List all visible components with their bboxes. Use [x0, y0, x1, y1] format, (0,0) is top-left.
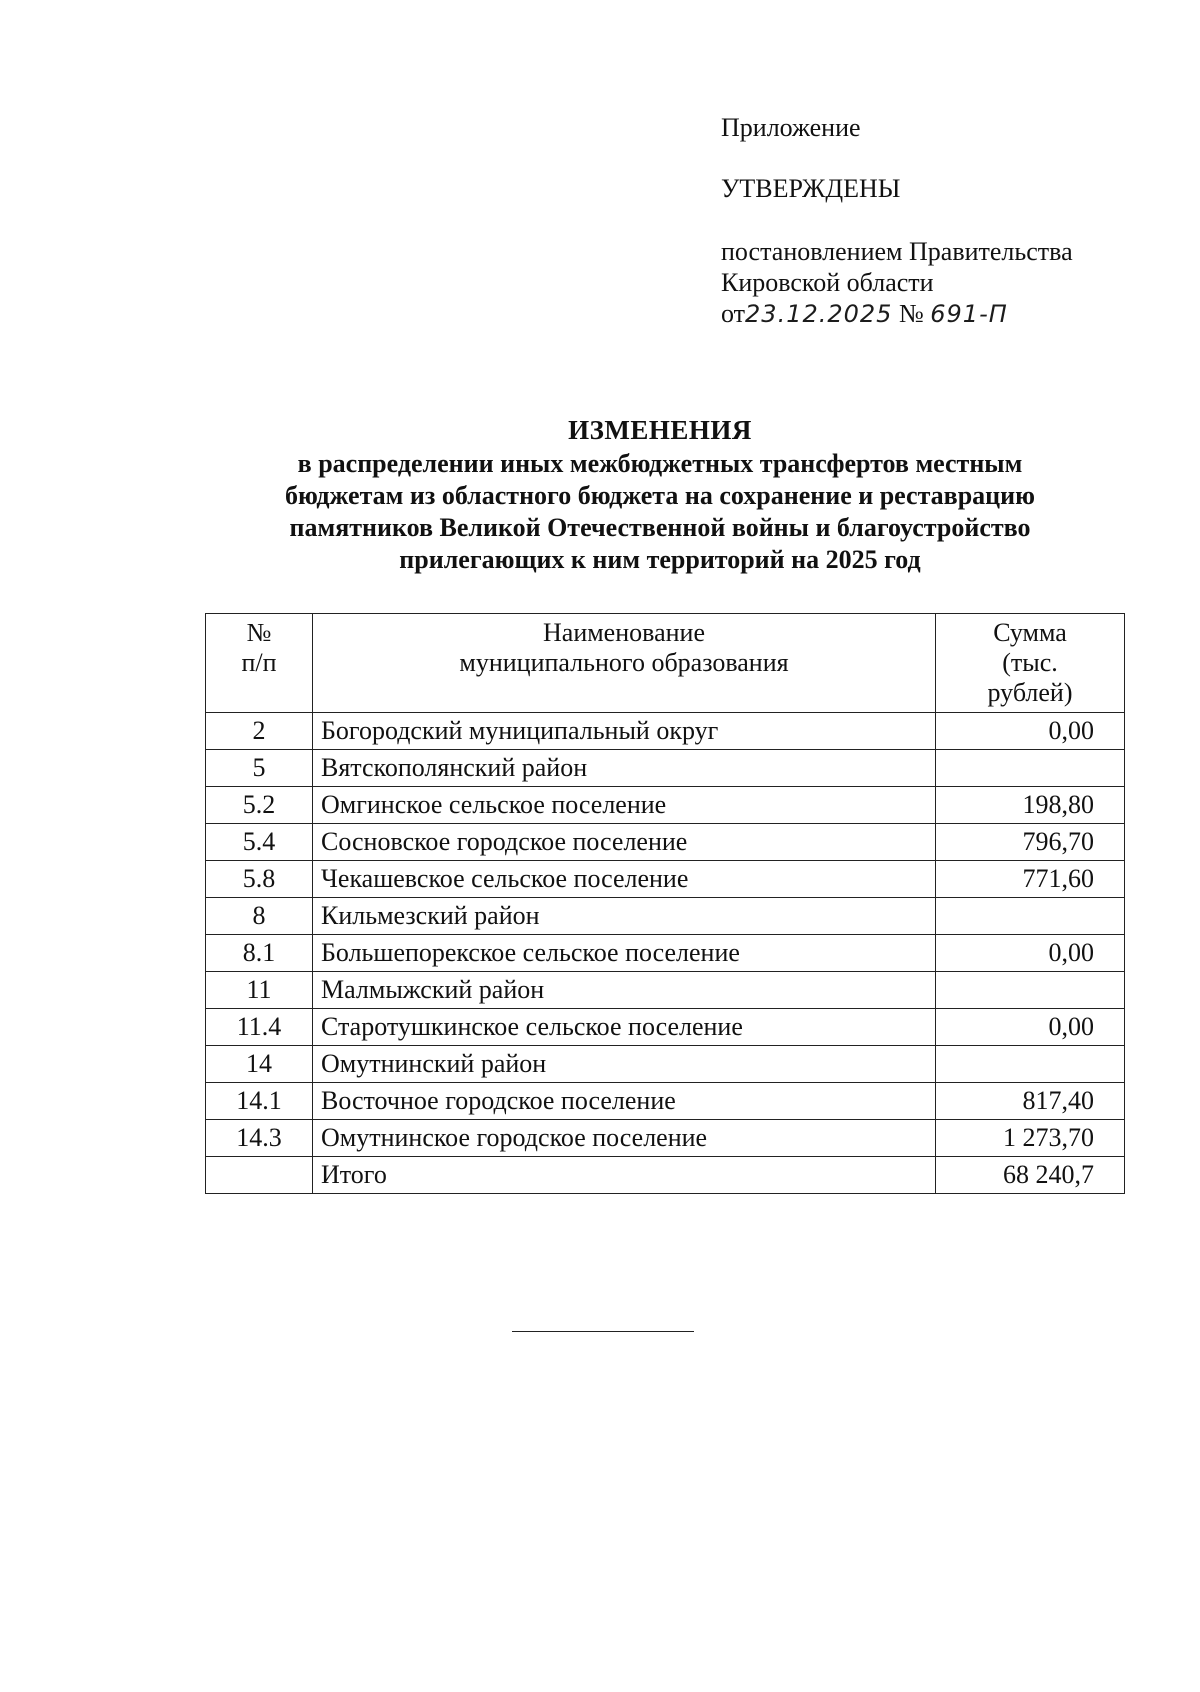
date-prefix: от	[721, 299, 746, 328]
approved-label: УТВЕРЖДЕНЫ	[721, 174, 901, 203]
table-row	[206, 1009, 1125, 1046]
row-name: Большепорекское сельское поселение	[313, 935, 936, 972]
table-row	[206, 1083, 1125, 1120]
row-number: 5.4	[206, 824, 313, 861]
table-header-row	[206, 614, 1125, 713]
row-number: 5	[206, 750, 313, 787]
table-row	[206, 861, 1125, 898]
total-label: Итого	[313, 1157, 936, 1194]
row-name: Омгинское сельское поселение	[313, 787, 936, 824]
row-name: Малмыжский район	[313, 972, 936, 1009]
table-row	[206, 750, 1125, 787]
total-sum: 68 240,7	[936, 1157, 1125, 1194]
table-row	[206, 898, 1125, 935]
total-row	[206, 1157, 1125, 1194]
header-number: № п/п	[206, 614, 313, 713]
row-number: 14	[206, 1046, 313, 1083]
row-sum: 817,40	[936, 1083, 1125, 1120]
appendix-label: Приложение	[721, 113, 861, 142]
row-name: Омутнинское городское поселение	[313, 1120, 936, 1157]
row-name: Омутнинский район	[313, 1046, 936, 1083]
row-sum	[936, 898, 1125, 935]
title-heading: ИЗМЕНЕНИЯ	[568, 415, 752, 445]
handwritten-number: 691-П	[930, 300, 1008, 328]
row-sum: 0,00	[936, 713, 1125, 750]
row-sum: 771,60	[936, 861, 1125, 898]
row-sum	[936, 750, 1125, 787]
handwritten-date: 23.12.2025	[745, 300, 893, 328]
total-number	[206, 1157, 313, 1194]
row-name: Чекашевское сельское поселение	[313, 861, 936, 898]
row-number: 11.4	[206, 1009, 313, 1046]
row-number: 2	[206, 713, 313, 750]
row-number: 8	[206, 898, 313, 935]
row-name: Восточное городское поселение	[313, 1083, 936, 1120]
row-number: 14.3	[206, 1120, 313, 1157]
appendix-block	[721, 112, 1141, 330]
title-line: прилегающих к ним территорий на 2025 год	[399, 545, 921, 574]
title-line: памятников Великой Отечественной войны и благоустройство	[289, 513, 1031, 542]
table-row	[206, 787, 1125, 824]
table-row	[206, 824, 1125, 861]
decree-line-2: Кировской области	[721, 268, 934, 297]
row-name: Старотушкинское сельское поселение	[313, 1009, 936, 1046]
row-sum: 198,80	[936, 787, 1125, 824]
row-name: Кильмезский район	[313, 898, 936, 935]
decree-line-1: постановлением Правительства	[721, 237, 1073, 266]
decree-date-number	[721, 298, 1141, 330]
table-row	[206, 1046, 1125, 1083]
row-sum	[936, 1046, 1125, 1083]
row-number: 5.2	[206, 787, 313, 824]
row-sum: 796,70	[936, 824, 1125, 861]
row-sum: 0,00	[936, 1009, 1125, 1046]
end-of-document-rule	[512, 1331, 694, 1332]
table-row	[206, 1120, 1125, 1157]
document-title	[200, 414, 1120, 576]
title-line: бюджетам из областного бюджета на сохранение и реставрацию	[285, 481, 1035, 510]
header-sum: Сумма (тыс. рублей)	[936, 614, 1125, 713]
row-sum	[936, 972, 1125, 1009]
row-number: 14.1	[206, 1083, 313, 1120]
table-row	[206, 935, 1125, 972]
row-sum: 0,00	[936, 935, 1125, 972]
row-name: Вятскополянский район	[313, 750, 936, 787]
table-row	[206, 972, 1125, 1009]
row-number: 11	[206, 972, 313, 1009]
row-number: 5.8	[206, 861, 313, 898]
transfers-table	[205, 613, 1125, 1194]
row-number: 8.1	[206, 935, 313, 972]
title-line: в распределении иных межбюджетных трансфертов местным	[297, 449, 1023, 478]
row-sum: 1 273,70	[936, 1120, 1125, 1157]
row-name: Сосновское городское поселение	[313, 824, 936, 861]
row-name: Богородский муниципальный округ	[313, 713, 936, 750]
header-name: Наименование муниципального образования	[313, 614, 936, 713]
table-row	[206, 713, 1125, 750]
number-prefix: №	[898, 299, 924, 328]
